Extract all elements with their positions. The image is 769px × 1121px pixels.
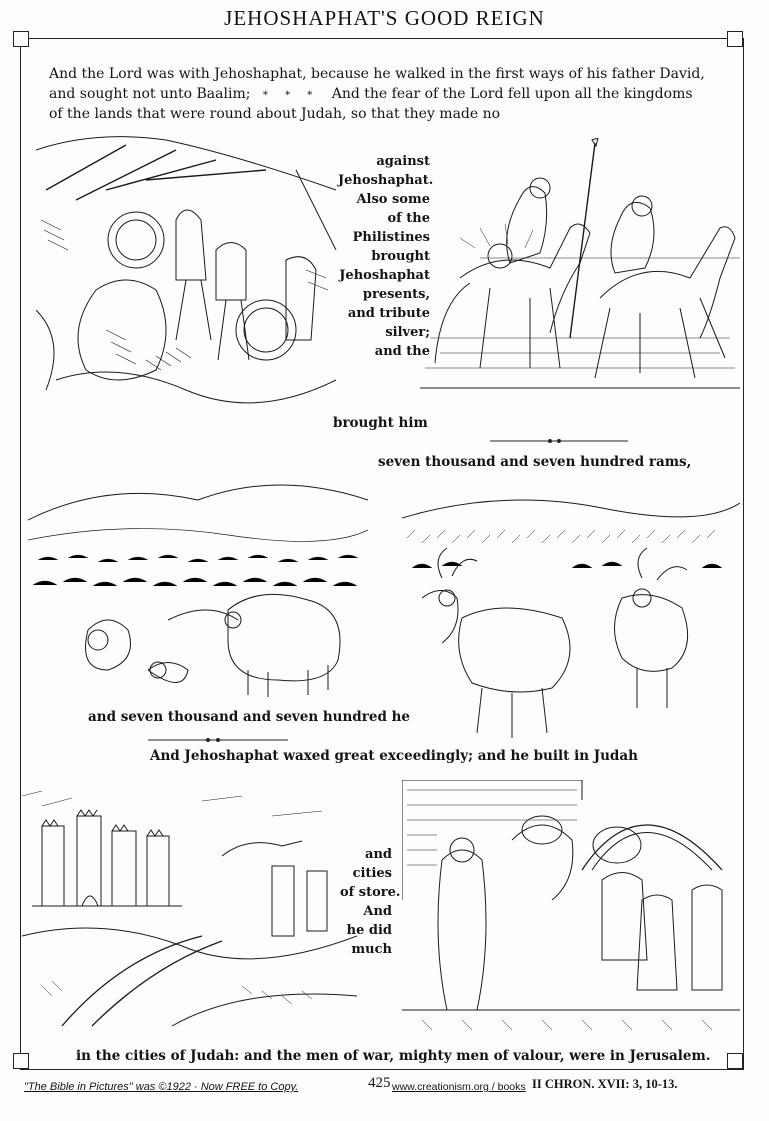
side-line: and the [374, 344, 430, 359]
rams-illustration [28, 460, 368, 702]
border-corner-ornament [727, 1053, 743, 1069]
intro-line-1: And the Lord was with Jehoshaphat, because he walked in the first ways of his father David, [49, 66, 705, 82]
border-corner-ornament [13, 1053, 29, 1069]
side-line: he did [346, 923, 392, 938]
side-line: Also some [356, 192, 430, 207]
border-corner-ornament [727, 31, 743, 47]
castles-illustration [22, 786, 357, 1031]
border-corner-ornament [13, 31, 29, 47]
side-line: against [376, 154, 430, 169]
copyright-notice: "The Bible in Pictures" was ©1922 · Now FREE to Copy. [24, 1081, 299, 1093]
side-line: brought [371, 249, 430, 264]
side-line: of the [387, 211, 430, 226]
horsemen-illustration [420, 138, 740, 400]
side-line: And [363, 904, 392, 919]
waxed-great-line: And Jehoshaphat waxed great exceedingly; and he built in Judah [150, 748, 638, 764]
side-line: much [351, 942, 392, 957]
goats-illustration [402, 488, 740, 744]
side-line: and tribute [347, 306, 430, 321]
divider-ornament [148, 735, 288, 745]
page-number: 425 [368, 1075, 391, 1091]
rams-line: seven thousand and seven hundred rams, [378, 454, 692, 470]
intro-line-2-end: And the fear of the Lord fell upon all the kingdoms [331, 86, 693, 102]
brought-him-line: brought him [333, 415, 428, 431]
page-title: JEHOSHAPHAT'S GOOD REIGN [224, 6, 545, 30]
closing-line: in the cities of Judah: and the men of war, mighty men of valour, were in Jerusalem. [76, 1048, 711, 1064]
side-line: silver; [385, 325, 430, 340]
side-line: Jehoshaphat. [338, 173, 434, 188]
side-text-block-2 [340, 845, 401, 959]
battle-illustration [36, 130, 346, 410]
ornament-stars: * * * [262, 90, 320, 101]
divider-ornament [490, 436, 628, 446]
side-line: cities [352, 866, 392, 881]
side-line: Jehoshaphat [339, 268, 430, 283]
city-gate-illustration [402, 780, 740, 1040]
intro-line-3: of the lands that were round about Judah, so that they made no [49, 106, 501, 122]
side-line: of store. [340, 885, 401, 900]
side-line: Philistines [352, 230, 430, 245]
scripture-reference: II CHRON. XVII: 3, 10-13. [532, 1077, 678, 1091]
intro-line-2 [49, 84, 693, 106]
side-text-block-1 [338, 152, 434, 361]
side-line: and [365, 847, 392, 862]
side-line: presents, [362, 287, 430, 302]
he-goats-line: and seven thousand and seven hundred he [88, 709, 410, 725]
website-link[interactable]: www.creationism.org / books [392, 1081, 526, 1093]
intro-line-2-start: and sought not unto Baalim; [49, 86, 251, 102]
